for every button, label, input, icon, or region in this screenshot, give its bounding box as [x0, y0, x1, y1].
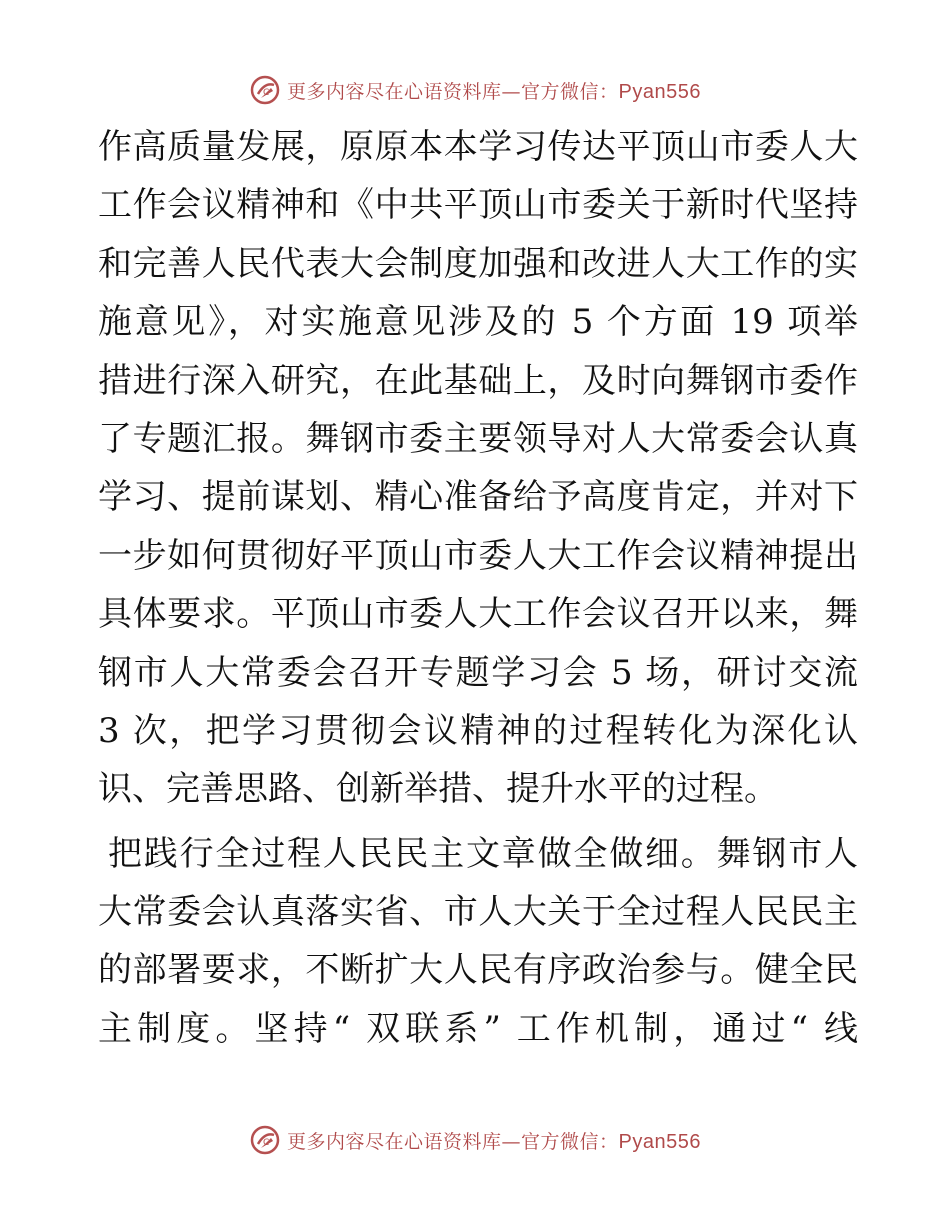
text-line: 识、完善思路、创新举措、提升水平的过程。 [98, 769, 778, 810]
logo-icon [249, 74, 281, 106]
text-line: 措进行深入研究，在此基础上，及时向舞钢市委作 [98, 360, 858, 401]
text-line: 主制度。坚持“ 双联系” 工作机制，通过“ 线 [98, 1008, 858, 1049]
paragraph-1 [98, 118, 858, 819]
banner-label: 更多内容尽在心语资料库—官方微信： [287, 80, 619, 103]
banner-label: 更多内容尽在心语资料库—官方微信： [287, 1130, 619, 1153]
banner-text [287, 77, 701, 104]
header-banner [0, 70, 950, 110]
text-line: 的部署要求，不断扩大人民有序政治参与。健全民 [98, 950, 858, 991]
footer-banner [0, 1120, 950, 1160]
text-line: 施意见》，对实施意见涉及的 5 个方面 19 项举 [98, 302, 858, 343]
text-line: 了专题汇报。舞钢市委主要领导对人大常委会认真 [98, 418, 858, 459]
logo-letter: C [263, 88, 270, 98]
text-line: 把践行全过程人民民主文章做全做细。舞钢市人 [108, 833, 858, 874]
logo-icon [249, 1124, 281, 1156]
banner-wechat-id: Pyan556 [618, 1130, 701, 1153]
banner-wechat-id: Pyan556 [618, 80, 701, 103]
document-body [98, 118, 858, 1058]
text-line: 学习、提前谋划、精心准备给予高度肯定，并对下 [98, 477, 858, 518]
text-line: 一步如何贯彻好平顶山市委人大工作会议精神提出 [98, 535, 858, 576]
text-line: 工作会议精神和《中共平顶山市委关于新时代坚持 [98, 185, 858, 226]
text-line: 作高质量发展，原原本本学习传达平顶山市委人大 [98, 127, 858, 167]
paragraph-2 [98, 825, 858, 1059]
text-line: 具体要求。平顶山市委人大工作会议召开以来，舞 [98, 594, 858, 635]
logo-letter: C [263, 1138, 270, 1148]
text-line: 和完善人民代表大会制度加强和改进人大工作的实 [98, 243, 858, 284]
text-line: 钢市人大常委会召开专题学习会 5 场，研讨交流 [98, 652, 858, 693]
banner-text [287, 1127, 701, 1154]
text-line: 3 次，把学习贯彻会议精神的过程转化为深化认 [98, 710, 858, 751]
text-line: 大常委会认真落实省、市人大关于全过程人民民主 [98, 892, 858, 933]
